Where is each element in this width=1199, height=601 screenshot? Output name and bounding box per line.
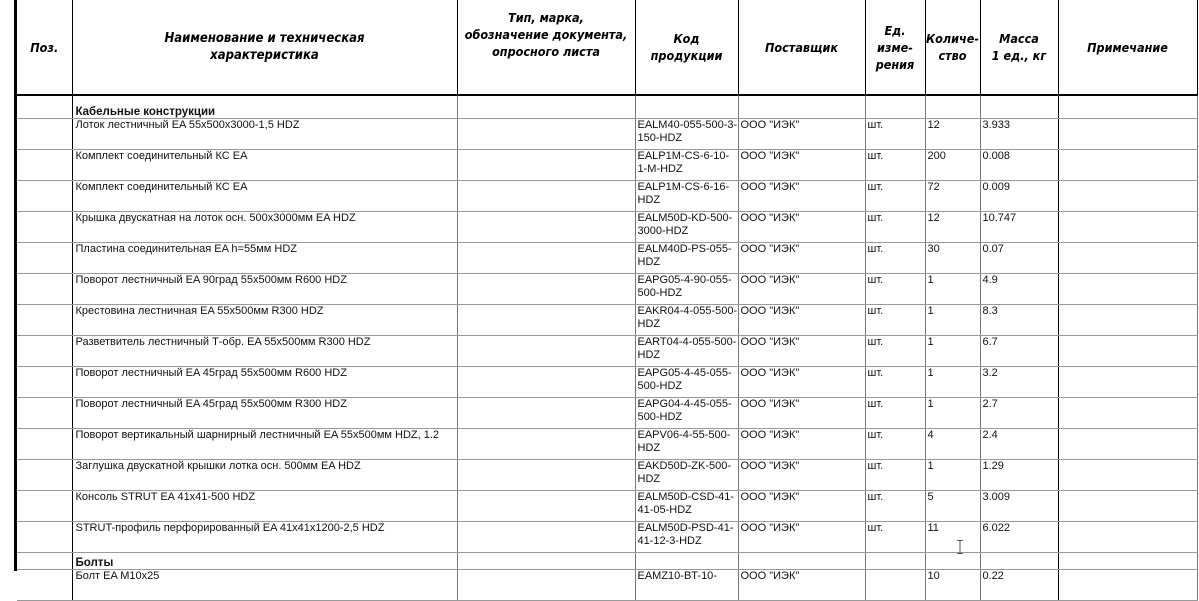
cell-unit: шт. <box>865 274 925 305</box>
cell-unit: шт. <box>865 336 925 367</box>
cell-pos <box>17 212 72 243</box>
col-header-type: Тип, марка, обозначение документа, опросного листа <box>457 0 635 95</box>
cell-name: Комплект соединительный КС EA <box>72 150 457 181</box>
cell-name: Консоль STRUT EA 41x41-500 HDZ <box>72 491 457 522</box>
cell-unit: шт. <box>865 150 925 181</box>
table-row <box>17 429 1197 460</box>
cell-note <box>1058 305 1197 336</box>
cell-code: EAPG05-4-90-055-500-HDZ <box>635 274 738 305</box>
table-row <box>17 305 1197 336</box>
section-header-row <box>17 102 1197 119</box>
cell-qty: 12 <box>925 119 980 150</box>
cell-mass: 0.009 <box>980 181 1058 212</box>
cell-qty: 72 <box>925 181 980 212</box>
cell-pos <box>17 95 72 102</box>
cell-name: Комплект соединительный КС EA <box>72 181 457 212</box>
cell-note <box>1058 102 1197 119</box>
cell-pos <box>17 305 72 336</box>
cell-code: EART04-4-055-500-HDZ <box>635 336 738 367</box>
cell-note <box>1058 429 1197 460</box>
cell-supplier: ООО "ИЭК" <box>738 119 865 150</box>
cell-qty: 200 <box>925 150 980 181</box>
cell-type <box>457 522 635 553</box>
cell-note <box>1058 367 1197 398</box>
cell-mass <box>980 553 1058 570</box>
cell-note <box>1058 212 1197 243</box>
cell-mass: 0.008 <box>980 150 1058 181</box>
table-row <box>17 336 1197 367</box>
table-row <box>17 212 1197 243</box>
table-row <box>17 522 1197 553</box>
cell-pos <box>17 460 72 491</box>
cell-type <box>457 181 635 212</box>
col-header-pos: Поз. <box>17 0 72 95</box>
cell-name: Болты <box>72 553 457 570</box>
cell-mass: 3.933 <box>980 119 1058 150</box>
cell-pos <box>17 367 72 398</box>
cell-note <box>1058 491 1197 522</box>
table-row <box>17 243 1197 274</box>
cell-name: Поворот лестничный EA 90град 55x500мм R600 HDZ <box>72 274 457 305</box>
cell-name: Крестовина лестничная EA 55x500мм R300 HDZ <box>72 305 457 336</box>
cell-note <box>1058 460 1197 491</box>
cell-type <box>457 491 635 522</box>
cell-pos <box>17 491 72 522</box>
cell-note <box>1058 119 1197 150</box>
col-header-name: Наименование и техническая характеристика <box>72 0 457 95</box>
text-cursor-icon <box>957 540 963 554</box>
cell-name: Пластина соединительная EA h=55мм HDZ <box>72 243 457 274</box>
cell-pos <box>17 243 72 274</box>
cell-type <box>457 367 635 398</box>
cell-mass: 6.7 <box>980 336 1058 367</box>
cell-qty: 12 <box>925 212 980 243</box>
cell-name: Поворот лестничный EA 45град 55x500мм R300 HDZ <box>72 398 457 429</box>
cell-type <box>457 102 635 119</box>
cell-mass: 3.2 <box>980 367 1058 398</box>
cell-supplier: ООО "ИЭК" <box>738 305 865 336</box>
table-row <box>17 570 1197 601</box>
specification-table <box>17 0 1198 601</box>
cell-code <box>635 102 738 119</box>
cell-unit: шт. <box>865 243 925 274</box>
cell-supplier <box>738 553 865 570</box>
cell-mass: 2.4 <box>980 429 1058 460</box>
cell-name: Поворот лестничный EA 45град 55x500мм R600 HDZ <box>72 367 457 398</box>
cell-qty: 1 <box>925 336 980 367</box>
cell-pos <box>17 181 72 212</box>
table-row <box>17 367 1197 398</box>
table-row <box>17 181 1197 212</box>
col-header-unit: Ед. изме- рения <box>865 0 925 95</box>
cell-qty <box>925 95 980 102</box>
cell-type <box>457 150 635 181</box>
specification-body <box>17 95 1197 601</box>
cell-mass: 0.22 <box>980 570 1058 601</box>
cell-name <box>72 95 457 102</box>
cell-pos <box>17 274 72 305</box>
cell-type <box>457 460 635 491</box>
cell-supplier: ООО "ИЭК" <box>738 150 865 181</box>
cell-pos <box>17 429 72 460</box>
cell-mass: 3.009 <box>980 491 1058 522</box>
cell-note <box>1058 181 1197 212</box>
cell-name: Разветвитель лестничный Т-обр. EA 55x500мм R300 HDZ <box>72 336 457 367</box>
col-header-qty: Количе- ство <box>925 0 980 95</box>
cell-type <box>457 305 635 336</box>
cell-unit: шт. <box>865 429 925 460</box>
cell-qty: 5 <box>925 491 980 522</box>
cell-qty: 30 <box>925 243 980 274</box>
cell-code: EALM50D-PSD-41-41-12-3-HDZ <box>635 522 738 553</box>
cell-unit <box>865 95 925 102</box>
cell-supplier: ООО "ИЭК" <box>738 398 865 429</box>
section-header-row <box>17 553 1197 570</box>
cell-note <box>1058 398 1197 429</box>
cell-type <box>457 429 635 460</box>
cell-qty <box>925 553 980 570</box>
cell-qty <box>925 102 980 119</box>
cell-code: EAPG04-4-45-055-500-HDZ <box>635 398 738 429</box>
cell-unit <box>865 553 925 570</box>
cell-name: Болт EA M10x25 <box>72 570 457 601</box>
cell-type <box>457 336 635 367</box>
cell-supplier: ООО "ИЭК" <box>738 429 865 460</box>
cell-qty: 1 <box>925 274 980 305</box>
cell-supplier: ООО "ИЭК" <box>738 491 865 522</box>
cell-name: Поворот вертикальный шарнирный лестничный EA 55x500мм HDZ, 1.2 <box>72 429 457 460</box>
cell-code <box>635 95 738 102</box>
cell-code: EALP1M-CS-6-16-HDZ <box>635 181 738 212</box>
cell-code: EALP1M-CS-6-10-1-M-HDZ <box>635 150 738 181</box>
col-header-supplier: Поставщик <box>738 0 865 95</box>
cell-code: EALM40D-PS-055-HDZ <box>635 243 738 274</box>
cell-supplier: ООО "ИЭК" <box>738 570 865 601</box>
cell-unit: шт. <box>865 305 925 336</box>
cell-qty: 10 <box>925 570 980 601</box>
cell-unit: шт. <box>865 398 925 429</box>
cell-code: EAPG05-4-45-055-500-HDZ <box>635 367 738 398</box>
cell-type <box>457 243 635 274</box>
cell-pos <box>17 150 72 181</box>
cell-mass <box>980 102 1058 119</box>
cell-unit: шт. <box>865 367 925 398</box>
cell-supplier <box>738 95 865 102</box>
cell-unit: шт. <box>865 119 925 150</box>
cell-type <box>457 212 635 243</box>
cell-pos <box>17 570 72 601</box>
cell-note <box>1058 553 1197 570</box>
cell-unit: шт. <box>865 212 925 243</box>
cell-qty: 1 <box>925 367 980 398</box>
cell-mass: 6.022 <box>980 522 1058 553</box>
cell-mass: 2.7 <box>980 398 1058 429</box>
col-header-mass: Масса 1 ед., кг <box>980 0 1058 95</box>
cell-note <box>1058 243 1197 274</box>
cell-qty: 4 <box>925 429 980 460</box>
cell-note <box>1058 570 1197 601</box>
cell-mass <box>980 95 1058 102</box>
cell-supplier: ООО "ИЭК" <box>738 212 865 243</box>
table-row <box>17 398 1197 429</box>
table-row <box>17 119 1197 150</box>
cell-code: EALM50D-CSD-41-41-05-HDZ <box>635 491 738 522</box>
cell-unit <box>865 102 925 119</box>
cell-name: Заглушка двускатной крышки лотка осн. 500мм EA HDZ <box>72 460 457 491</box>
cell-type <box>457 119 635 150</box>
cell-code: EAPV06-4-55-500-HDZ <box>635 429 738 460</box>
cell-mass: 0.07 <box>980 243 1058 274</box>
spacer-row <box>17 95 1197 102</box>
cell-pos <box>17 398 72 429</box>
cell-code <box>635 553 738 570</box>
cell-mass: 8.3 <box>980 305 1058 336</box>
col-header-code: Код продукции <box>635 0 738 95</box>
cell-supplier: ООО "ИЭК" <box>738 522 865 553</box>
cell-code: EAKD50D-ZK-500-HDZ <box>635 460 738 491</box>
cell-mass: 1.29 <box>980 460 1058 491</box>
cell-supplier: ООО "ИЭК" <box>738 336 865 367</box>
cell-unit: шт. <box>865 522 925 553</box>
cell-name: Лоток лестничный EA 55x500x3000-1,5 HDZ <box>72 119 457 150</box>
cell-mass: 4.9 <box>980 274 1058 305</box>
cell-qty: 11 <box>925 522 980 553</box>
cell-qty: 1 <box>925 460 980 491</box>
cell-note <box>1058 522 1197 553</box>
table-row <box>17 150 1197 181</box>
col-header-note: Примечание <box>1058 0 1197 95</box>
cell-mass: 10.747 <box>980 212 1058 243</box>
cell-pos <box>17 522 72 553</box>
cell-supplier: ООО "ИЭК" <box>738 243 865 274</box>
cell-name: Крышка двускатная на лоток осн. 500x3000мм EA HDZ <box>72 212 457 243</box>
cell-code: EAKR04-4-055-500-HDZ <box>635 305 738 336</box>
cell-type <box>457 274 635 305</box>
cell-name: Кабельные конструкции <box>72 102 457 119</box>
cell-supplier <box>738 102 865 119</box>
cell-pos <box>17 553 72 570</box>
cell-type <box>457 570 635 601</box>
table-row <box>17 460 1197 491</box>
cell-note <box>1058 95 1197 102</box>
cell-name: STRUT-профиль перфорированный EA 41x41x1200-2,5 HDZ <box>72 522 457 553</box>
cell-qty: 1 <box>925 398 980 429</box>
cell-unit <box>865 570 925 601</box>
table-row <box>17 274 1197 305</box>
header-row <box>17 0 1197 95</box>
cell-type <box>457 95 635 102</box>
cell-code: EAMZ10-BT-10- <box>635 570 738 601</box>
table-row <box>17 491 1197 522</box>
cell-unit: шт. <box>865 181 925 212</box>
cell-pos <box>17 336 72 367</box>
cell-supplier: ООО "ИЭК" <box>738 181 865 212</box>
cell-pos <box>17 102 72 119</box>
cell-supplier: ООО "ИЭК" <box>738 367 865 398</box>
cell-note <box>1058 150 1197 181</box>
cell-note <box>1058 274 1197 305</box>
cell-type <box>457 398 635 429</box>
cell-unit: шт. <box>865 460 925 491</box>
cell-pos <box>17 119 72 150</box>
cell-code: EALM40-055-500-3-150-HDZ <box>635 119 738 150</box>
cell-unit: шт. <box>865 491 925 522</box>
cell-code: EALM50D-KD-500-3000-HDZ <box>635 212 738 243</box>
cell-qty: 1 <box>925 305 980 336</box>
cell-supplier: ООО "ИЭК" <box>738 274 865 305</box>
cell-note <box>1058 336 1197 367</box>
cell-type <box>457 553 635 570</box>
cell-supplier: ООО "ИЭК" <box>738 460 865 491</box>
